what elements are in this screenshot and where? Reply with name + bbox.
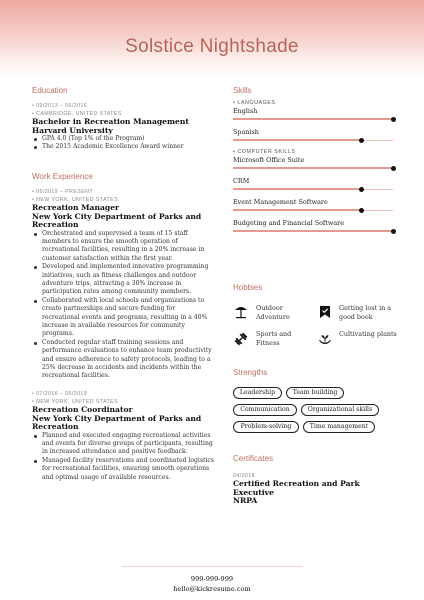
job-title: Recreation Manager: [32, 203, 120, 212]
job-bullet: Orchestrated and supervised a team of 15 staff members to ensure the smooth operation of recreational facilities, resulting in a 20% increase in customer satisfaction within the first year.: [32, 230, 214, 264]
education-bullet: The 2015 Academic Excellence Award winner: [32, 143, 214, 151]
skill-bar: [233, 165, 393, 171]
skill-bar: [233, 116, 393, 122]
job-location: NEW YORK, UNITED STATES: [36, 399, 119, 405]
certificate-date: 04/2018: [233, 473, 255, 479]
strength-tag: Leadership: [233, 387, 282, 399]
job-title: Recreation Coordinator: [32, 405, 133, 414]
job-bullet: Developed and implemented innovative programming initiatives, such as fitness challenges and outdoor adventure trips, attracting a 30% increase in participation rates among community members.: [32, 263, 214, 297]
strength-tag: Organizational skills: [301, 404, 379, 416]
dumbbell-icon: [234, 332, 248, 346]
strength-tag: Team building: [286, 387, 344, 399]
hobby-label: Getting lost in a good book: [339, 304, 392, 321]
skill-name: CRM: [233, 177, 250, 185]
skill-group-label: COMPUTER SKILLS: [237, 149, 296, 155]
section-title-strengths: Strengths: [233, 368, 268, 377]
skill-name: Microsoft Office Suite: [233, 156, 305, 164]
job-company: New York City Department of Parks and Recreation: [32, 413, 202, 431]
education-entry: • 09/2013 – 06/2016 • CAMBRIDGE, UNITED STATES Bachelor in Recreation Management Harvard University GPA 4.0 (Top 1% of the Program) The 2015 Academic Excellence Award winner: [32, 102, 214, 152]
skill-name: Spanish: [233, 128, 259, 136]
degree-title: Bachelor in Recreation Management: [32, 117, 189, 126]
section-title-certificates: Certificates: [233, 454, 274, 463]
strength-tag: Problem-solving: [233, 421, 299, 433]
contact-phone: 999-999-999: [190, 575, 234, 583]
skill-bar: [233, 186, 393, 192]
skill-name: Budgeting and Financial Software: [233, 219, 344, 227]
skill-name: English: [233, 107, 258, 115]
job-location: NEW YORK, UNITED STATES: [36, 197, 119, 203]
certificate-title: Certified Recreation and Park Executive: [233, 479, 360, 497]
job-dates: 06/2019 – PRESENT: [36, 189, 93, 195]
hobby-label: Cultivating plants: [339, 330, 397, 338]
skill-bar: [233, 228, 393, 234]
education-bullet: GPA 4.0 (Top 1% of the Program): [32, 135, 214, 143]
footer-divider: [122, 566, 302, 567]
certificate-issuer: NRPA: [233, 496, 258, 505]
job-bullet: Collaborated with local schools and organizations to create partnerships and secure funding for recreational events and programs, resulting in a 40% increase in available resources for community programs.: [32, 297, 214, 339]
school-name: Harvard University: [32, 125, 113, 135]
certificate-entry: [233, 472, 403, 506]
skills-section: • LANGUAGES English Spanish • COMPUTER SKILLS Microsoft Office Suite CRM Event Management Software Budgeting and Financial Software: [233, 100, 393, 237]
beach-umbrella-icon: [234, 305, 248, 319]
education-dates: 09/2013 – 06/2016: [36, 103, 88, 109]
section-title-education: Education: [32, 86, 68, 95]
section-title-skills: Skills: [233, 86, 252, 95]
strength-tag: Time management: [303, 421, 375, 433]
skill-bar: [233, 137, 393, 143]
job-entry: • 07/2016 – 05/2019 • NEW YORK, UNITED STATES Recreation Coordinator New York City Department of Parks and Recreation Planned and executed engaging recreational activities and events for diverse groups of participants, resulting in increased attendance and positive feedback. Managed facility reservations and coordinated logistics for recreational facilities, ensuring smooth operations and optimal usage of available resources.: [32, 391, 214, 481]
job-bullet: Conducted regular staff training sessions and performance evaluations to enhance team productivity and ensure adherence to safety protocols, leading to a 25% decrease in accidents and incidents within the recreational facilities.: [32, 339, 214, 381]
skill-group-label: LANGUAGES: [237, 100, 276, 106]
job-dates: 07/2016 – 05/2019: [36, 391, 88, 397]
plant-hands-icon: [318, 332, 332, 346]
section-title-experience: Work Experience: [32, 172, 93, 181]
strength-tag: Communication: [233, 404, 297, 416]
hobby-label: Outdoor Adventure: [256, 304, 290, 321]
hobby-label: Sports and Fitness: [256, 330, 292, 347]
education-location: CAMBRIDGE, UNITED STATES: [36, 111, 122, 117]
candidate-name: Solstice Nightshade: [125, 36, 299, 57]
skill-bar: [233, 207, 393, 213]
job-bullet: Planned and executed engaging recreational activities and events for diverse groups of participants, resulting in increased attendance and positive feedback.: [32, 432, 214, 457]
job-bullet: Managed facility reservations and coordinated logistics for recreational facilities, ensuring smooth operations and optimal usage of available resources.: [32, 457, 214, 482]
job-entry: • 06/2019 – PRESENT • NEW YORK, UNITED STATES Recreation Manager New York City Department of Parks and Recreation Orchestrated and supervised a team of 15 staff members to ensure the smooth operation of recreational facilities, resulting in a 20% increase in customer satisfaction within the first year. Developed and implemented innovative programming initiatives, such as fitness challenges and outdoor adventure trips, attracting a 30% increase in participation rates among community members. Collaborated with local schools and organizations to create partnerships and secure funding for recreational events and programs, resulting in a 40% increase in available resources for community programs. Conducted regular staff training sessions and performance evaluations to enhance team productivity and ensure adherence to safety protocols, leading to a 25% decrease in accidents and incidents within the recreational facilities.: [32, 188, 214, 381]
skill-name: Event Management Software: [233, 198, 328, 206]
job-company: New York City Department of Parks and Recreation: [32, 211, 202, 229]
section-title-hobbies: Hobbies: [233, 283, 263, 292]
contact-email[interactable]: hello@kickresume.com: [173, 585, 251, 593]
bookmark-icon: [318, 305, 332, 319]
